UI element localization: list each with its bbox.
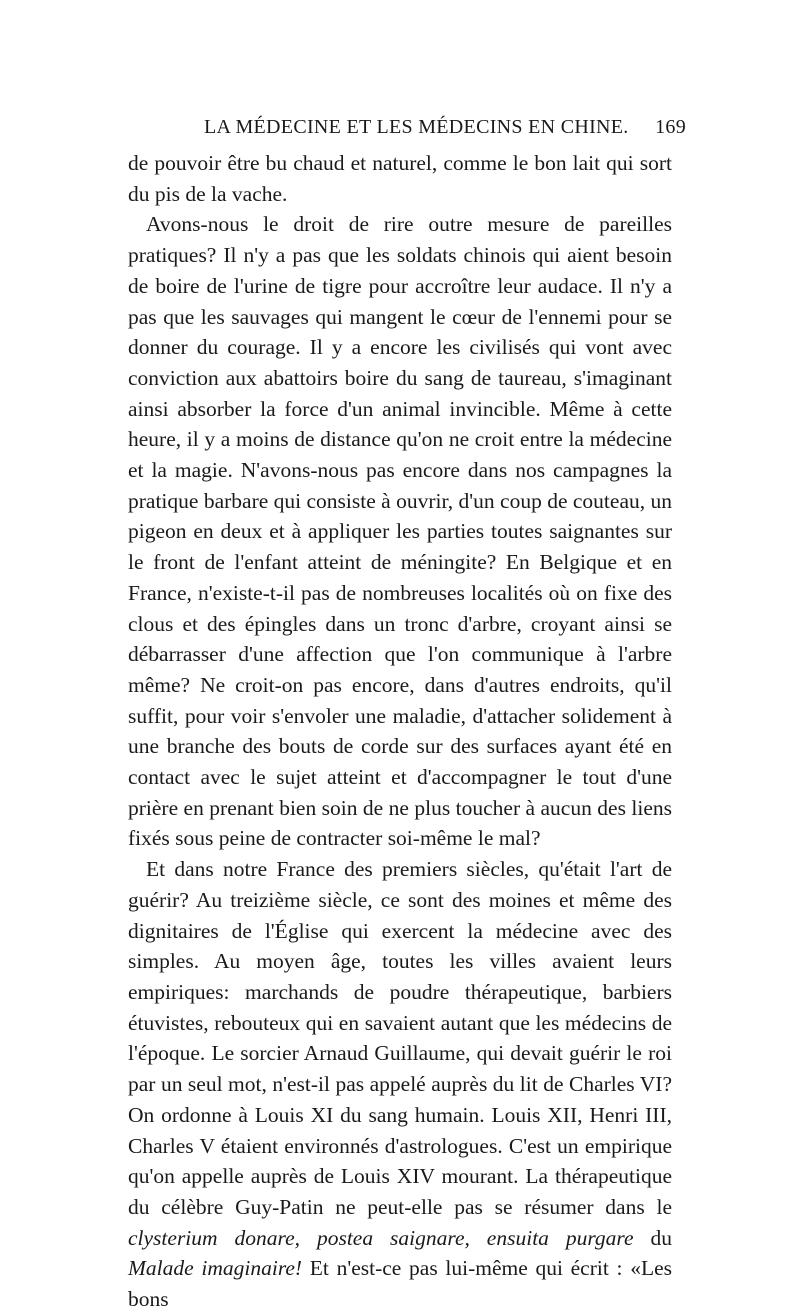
paragraph-3 xyxy=(128,854,672,1315)
running-header xyxy=(132,116,686,146)
paragraph-1: de pouvoir être bu chaud et naturel, comme le bon lait qui sort du pis de la vache. xyxy=(128,151,672,206)
running-title: LA MÉDECINE ET LES MÉDECINS EN CHINE. xyxy=(204,116,629,138)
paragraph-3-tail: Et n'est-ce pas lui-même qui écrit : «Les bons xyxy=(128,1256,672,1312)
paragraph-3-middle: du xyxy=(633,1225,672,1250)
latin-quote: clysterium donare, postea saignare, ensuita purgare xyxy=(128,1225,634,1250)
work-title: Malade imaginaire! xyxy=(128,1256,303,1281)
paragraph-2: Avons-nous le droit de rire outre mesure de pareilles pratiques? Il n'y a pas que les soldats chinois qui aient besoin de boire de l'urine de tigre pour accroître leur audace. Il n'y a pas que les sauvages qui mangent le cœur de l'ennemi pour se donner du courage. Il y a encore les civilisés qui vont avec conviction aux abattoirs boire du sang de taureau, s'imaginant ainsi absorber la force d'un animal invincible. Même à cette heure, il y a moins de distance qu'on ne croit entre la médecine et la magie. N'avons-nous pas encore dans nos campagnes la pratique barbare qui consiste à ouvrir, d'un coup de couteau, un pigeon en deux et à appliquer les parties toutes saignantes sur le front de l'enfant atteint de méningite? En Belgique et en France, n'existe-t-il pas de nombreuses localités où on fixe des clous et des épingles dans un tronc d'arbre, croyant ainsi se débarrasser d'une affection que l'on communique à l'arbre même? Ne croit-on pas encore, dans d'autres endroits, qu'il suffit, pour voir s'envoler une maladie, d'attacher solidement à une branche des bouts de corde sur des surfaces ayant été en contact avec le sujet atteint et d'accompagner le tout d'une prière en prenant bien soin de ne plus toucher à aucun des liens fixés sous peine de contracter soi-même le mal? xyxy=(128,212,672,851)
page-body xyxy=(128,148,672,1315)
paragraph-3-text: Et dans notre France des premiers siècles, qu'était l'art de guérir? Au treizième siècle, ce sont des moines et même des dignitaires de l'Église qui exercent la médecine avec des simples. Au moyen âge, toutes les villes avaient leurs empiriques: marchands de poudre thérapeutique, barbiers étuvistes, rebouteux qui en savaient autant que les médecins de l'époque. Le sorcier Arnaud Guillaume, qui devait guérir le roi par un seul mot, n'est-il pas appelé auprès du lit de Charles VI? On ordonne à Louis XI du sang humain. Louis XII, Henri III, Charles V étaient environnés d'astrologues. C'est un empirique qu'on appelle auprès de Louis XIV mourant. La thérapeutique du célèbre Guy-Patin ne peut-elle pas se résumer dans le xyxy=(128,857,672,1219)
page-number: 169 xyxy=(655,116,686,138)
